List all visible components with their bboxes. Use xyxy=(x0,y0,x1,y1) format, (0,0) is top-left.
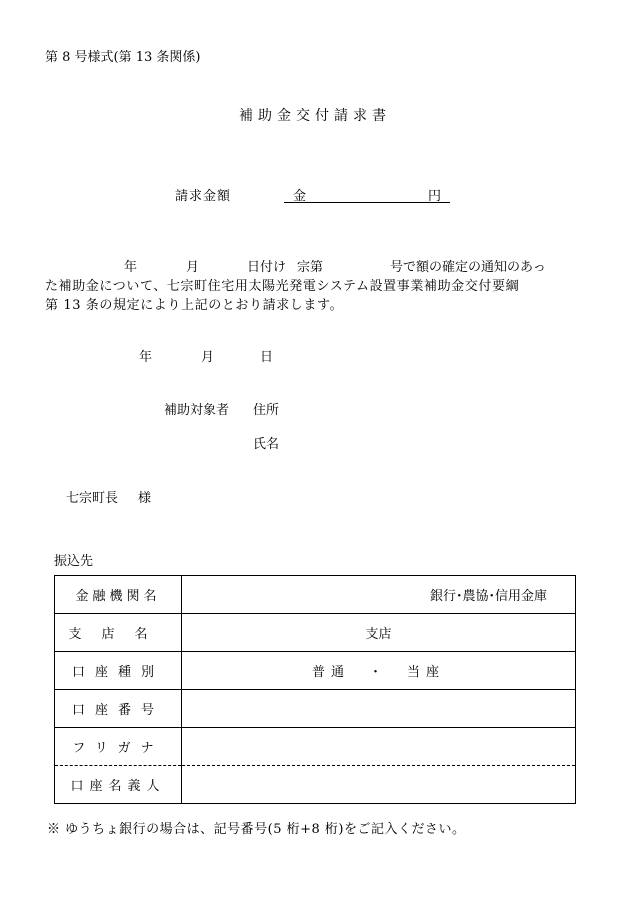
table-row xyxy=(55,614,576,652)
address-label: 住所 xyxy=(253,403,280,418)
amount-field-underline[interactable] xyxy=(284,185,450,203)
notice-ref-suffix: 号で額の確定の通知のあっ xyxy=(390,260,546,275)
table-row xyxy=(55,766,576,804)
document-title: 補助金交付請求書 xyxy=(239,108,391,124)
name-label: 氏名 xyxy=(253,437,280,452)
furigana-field[interactable] xyxy=(182,728,576,766)
account-number-field[interactable] xyxy=(182,690,576,728)
bank-account-table xyxy=(54,575,576,804)
yucho-note: ※ ゆうちょ銀行の場合は、記号番号(5 桁+8 桁)をご記入ください。 xyxy=(47,822,466,837)
table-row xyxy=(55,728,576,766)
recipient-label: 補助対象者 xyxy=(164,403,230,418)
account-holder-label: 口座名義人 xyxy=(55,766,182,804)
account-number-label: 口座番号 xyxy=(55,690,182,728)
addressee-name: 七宗町長 xyxy=(66,491,119,506)
amount-label: 請求金額 xyxy=(175,189,232,204)
table-row xyxy=(55,690,576,728)
transfer-heading: 振込先 xyxy=(54,554,94,569)
notice-year: 年 xyxy=(124,260,138,275)
amount-yen: 円 xyxy=(428,189,442,204)
table-row xyxy=(55,652,576,690)
bank-name-label: 金融機関名 xyxy=(55,576,182,614)
request-day: 日 xyxy=(260,350,274,365)
notice-day: 日付け xyxy=(247,260,287,275)
request-month: 月 xyxy=(201,350,215,365)
notice-month: 月 xyxy=(186,260,200,275)
account-holder-field[interactable] xyxy=(182,766,576,804)
amount-kin: 金 xyxy=(293,189,307,204)
body-text-line-2: た補助金について、七宗町住宅用太陽光発電システム設置事業補助金交付要綱 xyxy=(45,279,520,294)
branch-field[interactable]: 支店 xyxy=(182,614,576,652)
addressee-honorific: 様 xyxy=(138,491,152,506)
account-type-field[interactable]: 普通 ・ 当座 xyxy=(182,652,576,690)
notice-ref-prefix: 宗第 xyxy=(297,260,324,275)
form-number: 第 8 号様式(第 13 条関係) xyxy=(45,50,201,65)
branch-label: 支店名 xyxy=(55,614,182,652)
request-year: 年 xyxy=(139,350,153,365)
account-type-label: 口座種別 xyxy=(55,652,182,690)
table-row xyxy=(55,576,576,614)
furigana-label: フリガナ xyxy=(55,728,182,766)
bank-name-field[interactable]: 銀行･農協･信用金庫 xyxy=(182,576,576,614)
body-text-line-3: 第 13 条の規定により上記のとおり請求します。 xyxy=(45,298,344,313)
